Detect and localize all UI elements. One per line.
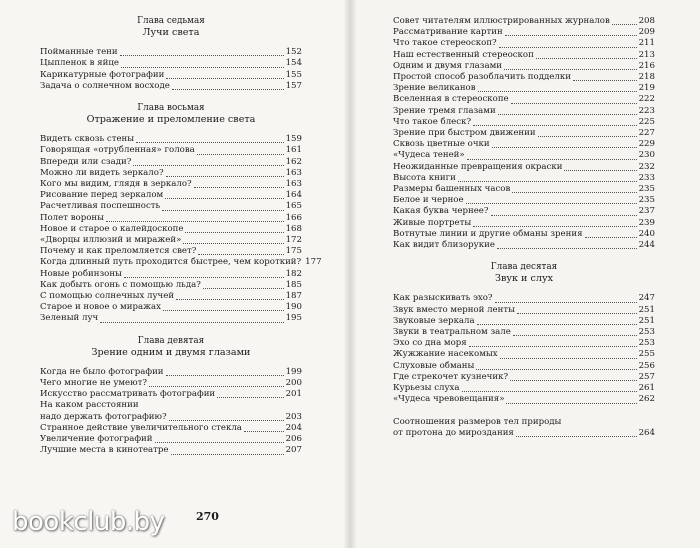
leader-dots — [478, 90, 637, 92]
entry-page: 251 — [638, 315, 655, 326]
entry-page: 237 — [638, 206, 655, 217]
entry-page: 251 — [638, 304, 655, 315]
toc-entry — [40, 257, 322, 268]
leader-dots — [510, 379, 637, 381]
chapter-number: Глава восьмая — [137, 103, 205, 114]
entry-title: Размеры башенных часов — [393, 184, 511, 195]
entry-title: Соотношения размеров тел природы — [393, 416, 562, 427]
entry-title: Рассматривание картин — [393, 27, 503, 38]
entry-title: Вотнутые линии и другие обманы зрения — [393, 228, 583, 239]
toc-entry — [40, 145, 302, 156]
entry-title: Пойманные тени — [40, 47, 118, 58]
toc-entry — [393, 206, 655, 217]
toc-entry — [393, 16, 655, 27]
toc-entry — [40, 280, 302, 291]
toc-entry — [40, 179, 302, 190]
chapter-title: Отражение и преломление света — [86, 114, 256, 126]
entry-page: 208 — [638, 16, 655, 26]
toc-entry — [393, 195, 655, 206]
leader-dots — [169, 419, 284, 421]
leader-dots — [458, 180, 637, 182]
entry-page: 168 — [285, 223, 302, 234]
leader-dots — [516, 435, 637, 437]
leader-dots — [171, 453, 284, 455]
toc-entry — [40, 423, 302, 434]
entry-page: 187 — [285, 291, 302, 302]
toc-entry — [393, 361, 655, 372]
entry-page: 195 — [285, 313, 302, 324]
entry-page: 223 — [638, 105, 655, 116]
entry-page: 216 — [638, 60, 655, 71]
entry-page: 240 — [638, 228, 655, 239]
entry-page: 166 — [285, 212, 302, 223]
entry-title: Зрение при быстром движении — [393, 128, 536, 139]
toc-entry — [393, 218, 655, 229]
entry-title: Звук вместо мерной ленты — [393, 304, 515, 315]
toc-entry — [393, 83, 655, 94]
chapter-title: Звук и слух — [494, 273, 554, 285]
entry-title: «Чудеса теней» — [393, 150, 465, 161]
leader-dots — [163, 309, 284, 311]
toc-entry — [393, 383, 655, 394]
chapter-number: Глава седьмая — [137, 16, 205, 26]
leader-dots — [517, 312, 637, 314]
toc-list — [393, 417, 655, 439]
entry-page: 247 — [638, 293, 655, 304]
toc-entry — [40, 367, 302, 378]
entry-title: Когда не было фотографии — [40, 366, 164, 377]
entry-title: Высота книги — [393, 172, 456, 183]
toc-entry — [393, 184, 655, 195]
entry-page: 253 — [638, 327, 655, 338]
entry-title: Как видит близорукие — [393, 240, 495, 251]
toc-entry — [393, 150, 655, 161]
entry-page: 218 — [638, 72, 655, 83]
entry-title: Что такое стереоскоп? — [393, 38, 497, 49]
entry-title: Звуки в театральном зале — [393, 327, 511, 338]
chapter-title: Зрение одним и двумя глазами — [91, 346, 251, 358]
entry-title: Сквозь цветные очки — [393, 139, 490, 150]
toc-entry — [40, 246, 302, 257]
entry-page: 154 — [285, 58, 302, 69]
leader-dots — [466, 202, 637, 204]
toc-entry — [393, 349, 655, 360]
toc-entry — [393, 50, 655, 61]
entry-page: 177 — [305, 257, 322, 268]
entry-title: Зрение тремя глазами — [393, 105, 496, 116]
entry-page: 162 — [285, 156, 302, 167]
toc-entry — [40, 70, 302, 81]
entry-title: Как добыть огонь с помощью льда? — [40, 279, 201, 290]
entry-title: Новые робинзоны — [40, 268, 122, 279]
entry-page: 164 — [285, 190, 302, 201]
leader-dots — [165, 197, 283, 199]
leader-dots — [536, 57, 637, 59]
entry-title: Когда длинный путь проходится быстрее, чем короткий? — [40, 257, 302, 268]
leader-dots — [491, 214, 637, 216]
leader-dots — [473, 225, 636, 227]
left-toc-column — [40, 16, 322, 457]
leader-dots — [197, 153, 284, 155]
toc-list — [393, 16, 655, 251]
entry-page: 172 — [285, 235, 302, 246]
entry-page: 257 — [638, 371, 655, 382]
entry-title: Расчетливая поспешность — [40, 201, 161, 212]
entry-page: 230 — [638, 150, 655, 161]
entry-page: 253 — [638, 338, 655, 349]
entry-page: 255 — [638, 349, 655, 360]
entry-title: Одним и двумя глазами — [393, 60, 502, 71]
toc-entry — [393, 94, 655, 105]
leader-dots — [244, 430, 284, 432]
toc-list — [40, 47, 302, 92]
toc-entry — [393, 106, 655, 117]
toc-entry — [40, 58, 302, 69]
entry-page: 155 — [285, 69, 302, 80]
toc-entry — [393, 38, 655, 49]
toc-entry — [393, 27, 655, 38]
entry-title: Что такое блеск? — [393, 116, 472, 127]
toc-entry — [40, 235, 302, 246]
entry-page: 204 — [285, 422, 302, 433]
entry-title: На каком расстоянии — [40, 400, 139, 411]
toc-entry — [40, 313, 302, 324]
toc-entry — [393, 72, 655, 83]
chapter-heading — [393, 262, 655, 285]
entry-title: Полет вороны — [40, 212, 104, 223]
leader-dots — [176, 298, 284, 300]
entry-title: Рисование перед зеркалом — [40, 190, 164, 201]
leader-dots — [203, 287, 284, 289]
toc-entry — [393, 316, 655, 327]
leader-dots — [504, 68, 637, 70]
leader-dots — [477, 323, 637, 325]
leader-dots — [183, 242, 283, 244]
chapter-title: Лучи света — [142, 27, 200, 39]
entry-page: 222 — [638, 94, 655, 105]
entry-page: 199 — [285, 366, 302, 377]
entry-title: Говорящая «отрубленная» голова — [40, 145, 195, 156]
toc-entry — [40, 389, 302, 400]
entry-title-continued: надо держать фотографию? — [40, 411, 167, 422]
right-toc-column — [393, 16, 655, 439]
leader-dots — [511, 102, 637, 104]
leader-dots — [467, 158, 637, 160]
leader-dots — [564, 169, 636, 171]
leader-dots — [505, 34, 637, 36]
entry-title: Видеть сквозь стены — [40, 134, 135, 145]
entry-page: 182 — [285, 268, 302, 279]
entry-page: 157 — [285, 80, 302, 91]
toc-entry — [40, 434, 302, 445]
toc-entry — [393, 61, 655, 72]
entry-page: 159 — [285, 134, 302, 145]
leader-dots — [100, 321, 283, 323]
entry-title: Наш естественный стереоскоп — [393, 49, 534, 60]
entry-page: 239 — [638, 217, 655, 228]
entry-page: 229 — [638, 139, 655, 150]
entry-title: Старое и новое о миражах — [40, 302, 161, 313]
leader-dots — [585, 236, 637, 238]
entry-title-continued: от протона до мироздания — [393, 427, 514, 438]
leader-dots — [469, 345, 637, 347]
leader-dots — [172, 88, 284, 90]
leader-dots — [198, 253, 283, 255]
chapter-number: Глава девятая — [137, 335, 205, 346]
entry-page: 227 — [638, 128, 655, 139]
leader-dots — [121, 66, 284, 68]
chapter-heading — [40, 16, 302, 39]
toc-entry — [393, 229, 655, 240]
toc-entry — [40, 291, 302, 302]
leader-dots — [497, 247, 637, 249]
entry-page: 235 — [638, 184, 655, 195]
chapter-number: Глава десятая — [490, 262, 558, 273]
toc-list — [393, 293, 655, 405]
entry-title: Простой способ разоблачить подделки — [393, 72, 571, 83]
toc-list — [40, 134, 322, 324]
toc-entry — [40, 157, 302, 168]
leader-dots — [162, 209, 283, 211]
toc-entry — [393, 417, 655, 439]
entry-page: 185 — [285, 279, 302, 290]
entry-page: 211 — [638, 38, 655, 49]
leader-dots — [500, 357, 637, 359]
chapter-heading — [40, 103, 302, 126]
toc-entry — [393, 293, 655, 304]
leader-dots — [185, 231, 283, 233]
entry-title: Вселенная в стереоскопе — [393, 94, 509, 105]
entry-page: 219 — [638, 83, 655, 94]
leader-dots — [166, 374, 284, 376]
toc-list — [40, 367, 302, 457]
leader-dots — [194, 186, 284, 188]
entry-title: С помощью солнечных лучей — [40, 291, 175, 302]
entry-page: 261 — [638, 383, 655, 394]
leader-dots — [136, 141, 283, 143]
toc-entry — [393, 173, 655, 184]
leader-dots — [124, 276, 284, 278]
entry-page: 163 — [285, 167, 302, 178]
leader-dots — [495, 301, 637, 303]
entry-page: 232 — [638, 161, 655, 172]
toc-entry — [393, 162, 655, 173]
leader-dots — [133, 164, 283, 166]
leader-dots — [106, 220, 284, 222]
entry-page: 264 — [638, 427, 655, 438]
toc-entry — [393, 338, 655, 349]
leader-dots — [498, 113, 637, 115]
entry-title: «Чудеса чревовещания» — [393, 394, 505, 405]
entry-title: Эхо со дна моря — [393, 338, 467, 349]
entry-title: Впереди или сзади? — [40, 156, 132, 167]
toc-entry — [393, 327, 655, 338]
toc-entry — [40, 269, 302, 280]
entry-title: Белое и черное — [393, 195, 464, 206]
toc-entry — [40, 134, 302, 145]
leader-dots — [499, 46, 637, 48]
watermark-logo: bookclub.by — [12, 507, 165, 537]
entry-page: 190 — [285, 302, 302, 313]
entry-title: Звуковые зеркала — [393, 315, 475, 326]
entry-title: Неожиданные превращения окраски — [393, 161, 563, 172]
entry-title: Искусство рассматривать фотографии — [40, 389, 216, 400]
leader-dots — [120, 54, 284, 56]
toc-entry — [393, 117, 655, 128]
book-gutter — [343, 0, 357, 548]
entry-title: Увеличение фотографий — [40, 434, 153, 445]
toc-entry — [393, 372, 655, 383]
entry-page: 165 — [285, 201, 302, 212]
toc-entry — [40, 378, 302, 389]
entry-page: 209 — [638, 27, 655, 38]
entry-title: Живые портреты — [393, 217, 472, 228]
entry-title: «Дворцы иллюзий и миражей» — [40, 235, 182, 246]
entry-page: 161 — [285, 145, 302, 156]
leader-dots — [166, 77, 283, 79]
entry-page: 201 — [285, 389, 302, 400]
entry-title: Где стрекочет кузнечик? — [393, 371, 509, 382]
entry-title: Почему и как преломляется свет? — [40, 246, 197, 257]
entry-title: Жужжание насекомых — [393, 349, 498, 360]
entry-page: 235 — [638, 195, 655, 206]
toc-entry — [40, 190, 302, 201]
leader-dots — [476, 368, 636, 370]
leader-dots — [512, 191, 636, 193]
leader-dots — [538, 135, 637, 137]
entry-title: Курьезы слуха — [393, 383, 460, 394]
entry-page: 233 — [638, 172, 655, 183]
entry-page: 152 — [285, 47, 302, 58]
entry-page: 262 — [638, 394, 655, 405]
entry-title: Зеленый луч — [40, 313, 99, 324]
entry-page: 213 — [638, 49, 655, 60]
entry-title: Странное действие увеличительного стекла — [40, 422, 242, 433]
entry-title: Совет читателям иллюстрированных журналов — [393, 16, 610, 26]
toc-entry — [40, 302, 302, 313]
toc-entry — [393, 394, 655, 405]
toc-entry — [393, 305, 655, 316]
leader-dots — [612, 23, 637, 25]
leader-dots — [573, 79, 637, 81]
leader-dots — [217, 396, 283, 398]
entry-page: 244 — [638, 240, 655, 251]
toc-entry — [40, 81, 302, 92]
leader-dots — [473, 124, 637, 126]
toc-entry — [393, 128, 655, 139]
leader-dots — [149, 385, 284, 387]
entry-title: Как разыскивать эхо? — [393, 293, 493, 304]
toc-entry — [393, 139, 655, 150]
chapter-heading — [40, 336, 302, 359]
leader-dots — [462, 390, 637, 392]
toc-entry — [40, 213, 302, 224]
page-number: 270 — [196, 510, 219, 523]
toc-entry — [40, 224, 302, 235]
leader-dots — [155, 441, 284, 443]
leader-dots — [513, 334, 637, 336]
leader-dots — [166, 175, 284, 177]
entry-page: 203 — [285, 411, 302, 422]
entry-page: 200 — [285, 378, 302, 389]
entry-page: 207 — [285, 445, 302, 456]
toc-entry — [40, 47, 302, 58]
entry-title: Слуховые обманы — [393, 360, 475, 371]
toc-entry — [40, 400, 302, 422]
entry-title: Чего многие не умеют? — [40, 378, 147, 389]
entry-page: 256 — [638, 360, 655, 371]
entry-page: 163 — [285, 179, 302, 190]
toc-entry — [40, 168, 302, 179]
toc-entry — [40, 445, 302, 456]
leader-dots — [506, 402, 636, 404]
entry-title: Можно ли видеть зеркало? — [40, 167, 164, 178]
entry-title: Карикатурные фотографии — [40, 69, 165, 80]
entry-page: 225 — [638, 116, 655, 127]
entry-title: Лучшие места в кинотеатре — [40, 445, 169, 456]
entry-title: Цыпленок в яйце — [40, 58, 119, 69]
entry-page: 206 — [285, 434, 302, 445]
entry-title: Какая буква чернее? — [393, 206, 489, 217]
entry-title: Новое и старое о калейдоскопе — [40, 223, 184, 234]
entry-title: Задача о солнечном восходе — [40, 80, 170, 91]
toc-entry — [40, 201, 302, 212]
leader-dots — [492, 146, 637, 148]
entry-page: 175 — [285, 246, 302, 257]
entry-title: Зрение великанов — [393, 83, 476, 94]
toc-entry — [393, 240, 655, 251]
entry-title: Кого мы видим, глядя в зеркало? — [40, 179, 192, 190]
